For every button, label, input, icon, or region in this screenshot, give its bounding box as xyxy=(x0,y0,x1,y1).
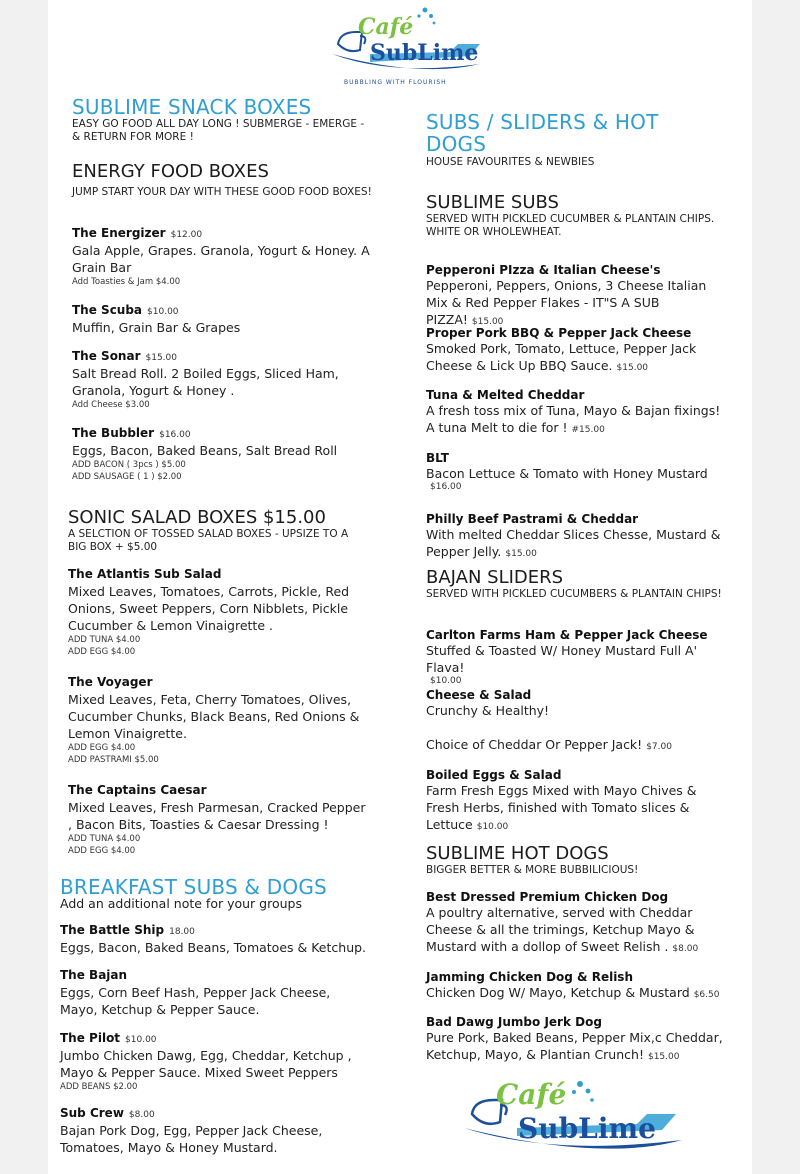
item-description: Crunchy & Healthy! xyxy=(426,703,550,718)
item-description: Eggs, Bacon, Baked Beans, Tomatoes & Ketchup. xyxy=(60,940,367,955)
section-title-subs-header: SUBS / SLIDERS & HOT DOGS xyxy=(426,110,659,156)
section-title-sliders: BAJAN SLIDERS xyxy=(426,567,564,588)
item-price: $8.00 xyxy=(128,1110,155,1120)
item-description: Bacon Lettuce & Tomato with Honey Mustard xyxy=(426,466,708,481)
item-description: Eggs, Bacon, Baked Beans, Salt Bread Roll xyxy=(72,443,338,458)
section-title-breakfast: BREAKFAST SUBS & DOGS xyxy=(60,875,327,899)
item-addon: Add Cheese $3.00 xyxy=(72,400,150,410)
item-description: Gala Apple, Grapes. Granola, Yogurt & Honey. A Grain Bar xyxy=(72,243,370,275)
section-title-snack: SUBLIME SNACK BOXES xyxy=(72,95,312,119)
item-description: Mixed Leaves, Feta, Cherry Tomatoes, Olives, Cucumber Chunks, Black Beans, Red Onions & Lemon Vinaigrette. xyxy=(68,692,360,741)
menu-item xyxy=(426,451,731,492)
section-subtitle-subs: SERVED WITH PICKLED CUCUMBER & PLANTAIN CHIPS. WHITE OR WHOLEWHEAT. xyxy=(426,213,715,238)
item-addon: ADD TUNA $4.00 xyxy=(68,834,141,844)
item-name: The Bubbler xyxy=(72,426,155,440)
logo-name-text: SubLime xyxy=(518,1112,656,1145)
menu-item xyxy=(60,923,370,956)
item-description: Chicken Dog W/ Mayo, Ketchup & Mustard xyxy=(426,985,690,1000)
item-description: Pure Pork, Baked Beans, Pepper Mix,c Cheddar, Ketchup, Mayo, & Plantian Crunch! xyxy=(426,1030,723,1062)
item-price: $15.00 xyxy=(145,353,177,363)
item-name: Boiled Eggs & Salad xyxy=(426,768,562,782)
item-description: Stuffed & Toasted W/ Honey Mustard Full A' Flava! xyxy=(426,643,698,675)
menu-item xyxy=(426,1015,731,1066)
menu-item xyxy=(426,388,731,439)
menu-item xyxy=(426,688,731,756)
item-price: $10.00 xyxy=(147,307,179,317)
menu-item xyxy=(72,426,372,483)
logo-tagline: BUBBLING WITH FLOURISH xyxy=(344,79,447,86)
menu-item xyxy=(72,226,372,288)
item-price: $12.00 xyxy=(170,230,203,240)
item-description: A fresh toss mix of Tuna, Mayo & Bajan fixings! A tuna Melt to die for ! xyxy=(426,403,721,435)
section-subtitle-sliders: SERVED WITH PICKLED CUCUMBERS & PLANTAIN CHIPS! xyxy=(426,588,722,600)
item-price: $6.50 xyxy=(693,990,720,1000)
menu-item xyxy=(426,512,731,563)
item-description: Bajan Pork Dog, Egg, Pepper Jack Cheese, Tomatoes, Mayo & Honey Mustard. xyxy=(60,1123,323,1155)
item-description: Smoked Pork, Tomato, Lettuce, Pepper Jack Cheese & Lick Up BBQ Sauce. xyxy=(426,341,697,373)
item-price: #15.00 xyxy=(571,425,605,435)
top-logo xyxy=(330,4,490,90)
item-description: Eggs, Corn Beef Hash, Pepper Jack Cheese, Mayo, Ketchup & Pepper Sauce. xyxy=(60,985,331,1017)
menu-item xyxy=(426,628,731,686)
item-description: Mixed Leaves, Tomatoes, Carrots, Pickle, Red Onions, Sweet Peppers, Corn Nibblets, Pickle Cucumber & Lemon Vinaigrette . xyxy=(68,584,350,633)
item-price: $16.00 xyxy=(430,482,462,492)
item-price: $10.00 xyxy=(125,1035,157,1045)
menu-item xyxy=(60,968,370,1018)
section-subtitle-snack: EASY GO FOOD ALL DAY LONG ! SUBMERGE - EMERGE - & RETURN FOR MORE ! xyxy=(72,118,365,143)
section-subtitle-hotdogs: BIGGER BETTER & MORE BUBBILICIOUS! xyxy=(426,864,639,876)
section-subtitle-breakfast: Add an additional note for your groups xyxy=(60,896,302,911)
item-description: Salt Bread Roll. 2 Boiled Eggs, Sliced Ham, Granola, Yogurt & Honey . xyxy=(72,366,339,398)
menu-item xyxy=(426,263,731,331)
logo-cafe-text: Café xyxy=(358,14,414,40)
item-description: Jumbo Chicken Dawg, Egg, Cheddar, Ketchup , Mayo & Pepper Sauce. Mixed Sweet Peppers xyxy=(60,1048,352,1080)
item-name: The Energizer xyxy=(72,226,166,240)
item-addon: ADD EGG $4.00 xyxy=(68,743,136,753)
item-name: BLT xyxy=(426,451,449,465)
item-price: $15.00 xyxy=(616,363,649,373)
menu-item xyxy=(72,349,372,411)
item-name: Pepperoni PIzza & Italian Cheese's xyxy=(426,263,661,277)
item-name: Carlton Farms Ham & Pepper Jack Cheese xyxy=(426,628,708,642)
section-title-hotdogs: SUBLIME HOT DOGS xyxy=(426,843,609,864)
section-title-salad: SONIC SALAD BOXES $15.00 xyxy=(68,507,326,528)
menu-item xyxy=(426,970,731,1004)
menu-item xyxy=(60,1031,370,1093)
item-price: $8.00 xyxy=(672,944,699,954)
item-name: Cheese & Salad xyxy=(426,688,532,702)
item-name: The Sonar xyxy=(72,349,141,363)
item-description: Pepperoni, Peppers, Onions, 3 Cheese Italian Mix & Red Pepper Flakes - IT"S A SUB PIZZA! xyxy=(426,278,707,327)
item-description: Farm Fresh Eggs Mixed with Mayo Chives & Fresh Herbs, finished with Tomato slices & Lettuce xyxy=(426,783,697,832)
menu-item xyxy=(426,326,731,377)
menu-item xyxy=(426,890,731,958)
item-name: Sub Crew xyxy=(60,1106,124,1120)
menu-item xyxy=(68,783,368,857)
menu-item xyxy=(72,303,372,336)
item-addon: ADD BACON ( 3pcs ) $5.00 xyxy=(72,460,186,470)
item-addon: ADD BEANS $2.00 xyxy=(60,1082,138,1092)
item-name: Philly Beef Pastrami & Cheddar xyxy=(426,512,639,526)
item-name: Jamming Chicken Dog & Relish xyxy=(426,970,633,984)
item-name: The Bajan xyxy=(60,968,128,982)
menu-item xyxy=(60,1106,370,1156)
section-title-energy: ENERGY FOOD BOXES xyxy=(72,161,269,182)
item-name: The Pilot xyxy=(60,1031,121,1045)
menu-item xyxy=(68,675,368,766)
item-price: $16.00 xyxy=(159,430,191,440)
section-subtitle-subs-header: HOUSE FAVOURITES & NEWBIES xyxy=(426,156,595,168)
menu-item xyxy=(426,768,731,836)
item-addon: ADD SAUSAGE ( 1 ) $2.00 xyxy=(72,472,182,482)
item-price: $15.00 xyxy=(505,549,537,559)
item-addon: ADD TUNA $4.00 xyxy=(68,635,141,645)
item-price: $10.00 xyxy=(430,676,462,686)
item-name: Proper Pork BBQ & Pepper Jack Cheese xyxy=(426,326,692,340)
item-name: Bad Dawg Jumbo Jerk Dog xyxy=(426,1015,602,1029)
item-note: Choice of Cheddar Or Pepper Jack! xyxy=(426,737,643,752)
item-addon: ADD EGG $4.00 xyxy=(68,647,136,657)
item-name: The Atlantis Sub Salad xyxy=(68,567,222,581)
item-name: The Voyager xyxy=(68,675,153,689)
bottom-logo xyxy=(462,1074,692,1164)
section-subtitle-energy: JUMP START YOUR DAY WITH THESE GOOD FOOD BOXES! xyxy=(72,186,372,198)
item-addon: Add Toasties & Jam $4.00 xyxy=(72,277,181,287)
logo-cafe-text: Café xyxy=(496,1078,567,1111)
item-name: The Captains Caesar xyxy=(68,783,207,797)
logo-name-text: SubLime xyxy=(370,40,479,66)
item-name: The Battle Ship xyxy=(60,923,165,937)
section-subtitle-salad: A SELCTION OF TOSSED SALAD BOXES - UPSIZE TO A BIG BOX + $5.00 xyxy=(68,528,349,553)
item-name: Best Dressed Premium Chicken Dog xyxy=(426,890,669,904)
item-description: Mixed Leaves, Fresh Parmesan, Cracked Pepper , Bacon Bits, Toasties & Caesar Dressing ! xyxy=(68,800,366,832)
item-description: A poultry alternative, served with Cheddar Cheese & all the trimings, Ketchup Mayo & Mustard with a dollop of Sweet Relish . xyxy=(426,905,695,954)
item-price: 18.00 xyxy=(169,927,195,937)
item-description: Muffin, Grain Bar & Grapes xyxy=(72,320,241,335)
item-name: Tuna & Melted Cheddar xyxy=(426,388,585,402)
item-price: $15.00 xyxy=(647,1052,680,1062)
item-addon: ADD PASTRAMI $5.00 xyxy=(68,755,159,765)
menu-item xyxy=(68,567,368,658)
item-price: $10.00 xyxy=(476,822,509,832)
item-description: With melted Cheddar Slices Chesse, Mustard & Pepper Jelly. xyxy=(426,527,721,559)
item-name: The Scuba xyxy=(72,303,143,317)
item-price: $15.00 xyxy=(471,317,504,327)
item-price: $7.00 xyxy=(646,742,672,752)
section-title-subs: SUBLIME SUBS xyxy=(426,192,559,213)
item-addon: ADD EGG $4.00 xyxy=(68,846,136,856)
